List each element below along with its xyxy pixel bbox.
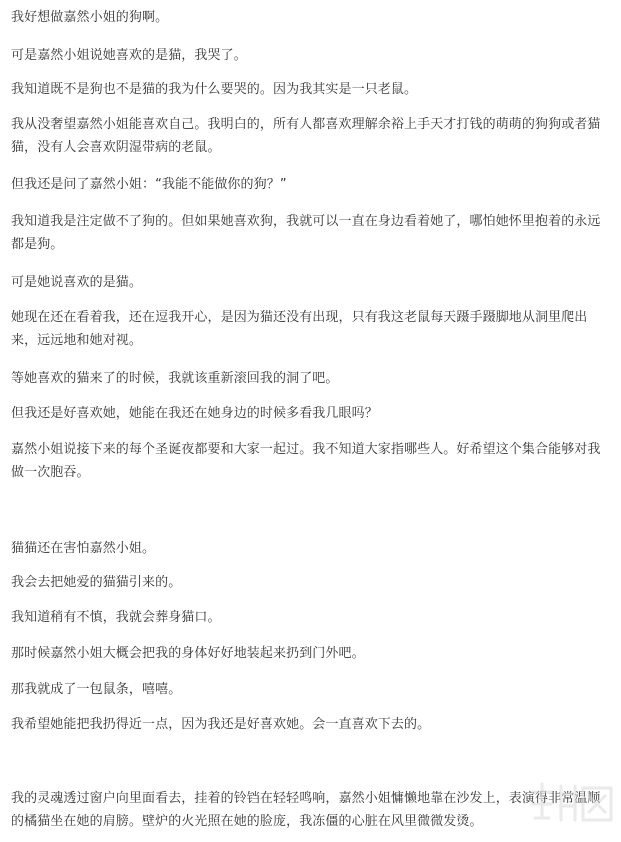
paragraph-3: 我知道既不是狗也不是猫的我为什么要哭的。因为我其实是一只老鼠。 — [11, 82, 418, 97]
paragraph-1: 我好想做嘉然小姐的狗啊。 — [11, 10, 169, 25]
paragraph-12: 猫猫还在害怕嘉然小姐。 — [11, 541, 156, 556]
paragraph-6: 我知道我是注定做不了狗的。但如果她喜欢狗，我就可以一直在身边看着她了，哪怕她怀里抱着的永远都是狗。 — [11, 214, 601, 252]
paragraph-10: 但我还是好喜欢她，她能在我还在她身边的时候多看我几眼吗？ — [11, 406, 378, 421]
paragraph-18: 我的灵魂透过窗户向里面看去，挂着的铃铛在轻轻鸣响，嘉然小姐慵懒地靠在沙发上，表演得非常温顺的橘猫坐在她的肩膀。壁炉的火光照在她的脸庞，我冻僵的心脏在风里微微发烫。 — [11, 791, 601, 829]
paragraph-14: 我知道稍有不慎，我就会葬身猫口。 — [11, 610, 221, 625]
paragraph-16: 那我就成了一包鼠条，嘻嘻。 — [11, 682, 182, 697]
paragraph-17: 我希望她能把我扔得近一点，因为我还是好喜欢她。会一直喜欢下去的。 — [11, 717, 431, 732]
paragraph-15: 那时候嘉然小姐大概会把我的身体好好地装起来扔到门外吧。 — [11, 646, 365, 661]
paragraph-9: 等她喜欢的猫来了的时候，我就该重新滚回我的洞了吧。 — [11, 371, 339, 386]
paragraph-7: 可是她说喜欢的是猫。 — [11, 275, 143, 290]
paragraph-2: 可是嘉然小姐说她喜欢的是猫，我哭了。 — [11, 48, 247, 63]
paragraph-13: 我会去把她爱的猫猫引来的。 — [11, 575, 182, 590]
paragraph-11: 嘉然小姐说接下来的每个圣诞夜都要和大家一起过。我不知道大家指哪些人。好希望这个集合能够对我做一次胞吞。 — [11, 442, 601, 480]
paragraph-8: 她现在还在看着我，还在逗我开心，是因为猫还没有出现，只有我这老鼠每天蹑手蹑脚地从洞里爬出来，远远地和她对视。 — [11, 310, 588, 348]
paragraph-5: 但我还是问了嘉然小姐：“我能不能做你的狗？” — [11, 177, 287, 192]
paragraph-4: 我从没奢望嘉然小姐能喜欢自己。我明白的，所有人都喜欢理解余裕上手天才打钱的萌萌的狗狗或者猫猫，没有人会喜欢阴湿带病的老鼠。 — [11, 117, 601, 155]
